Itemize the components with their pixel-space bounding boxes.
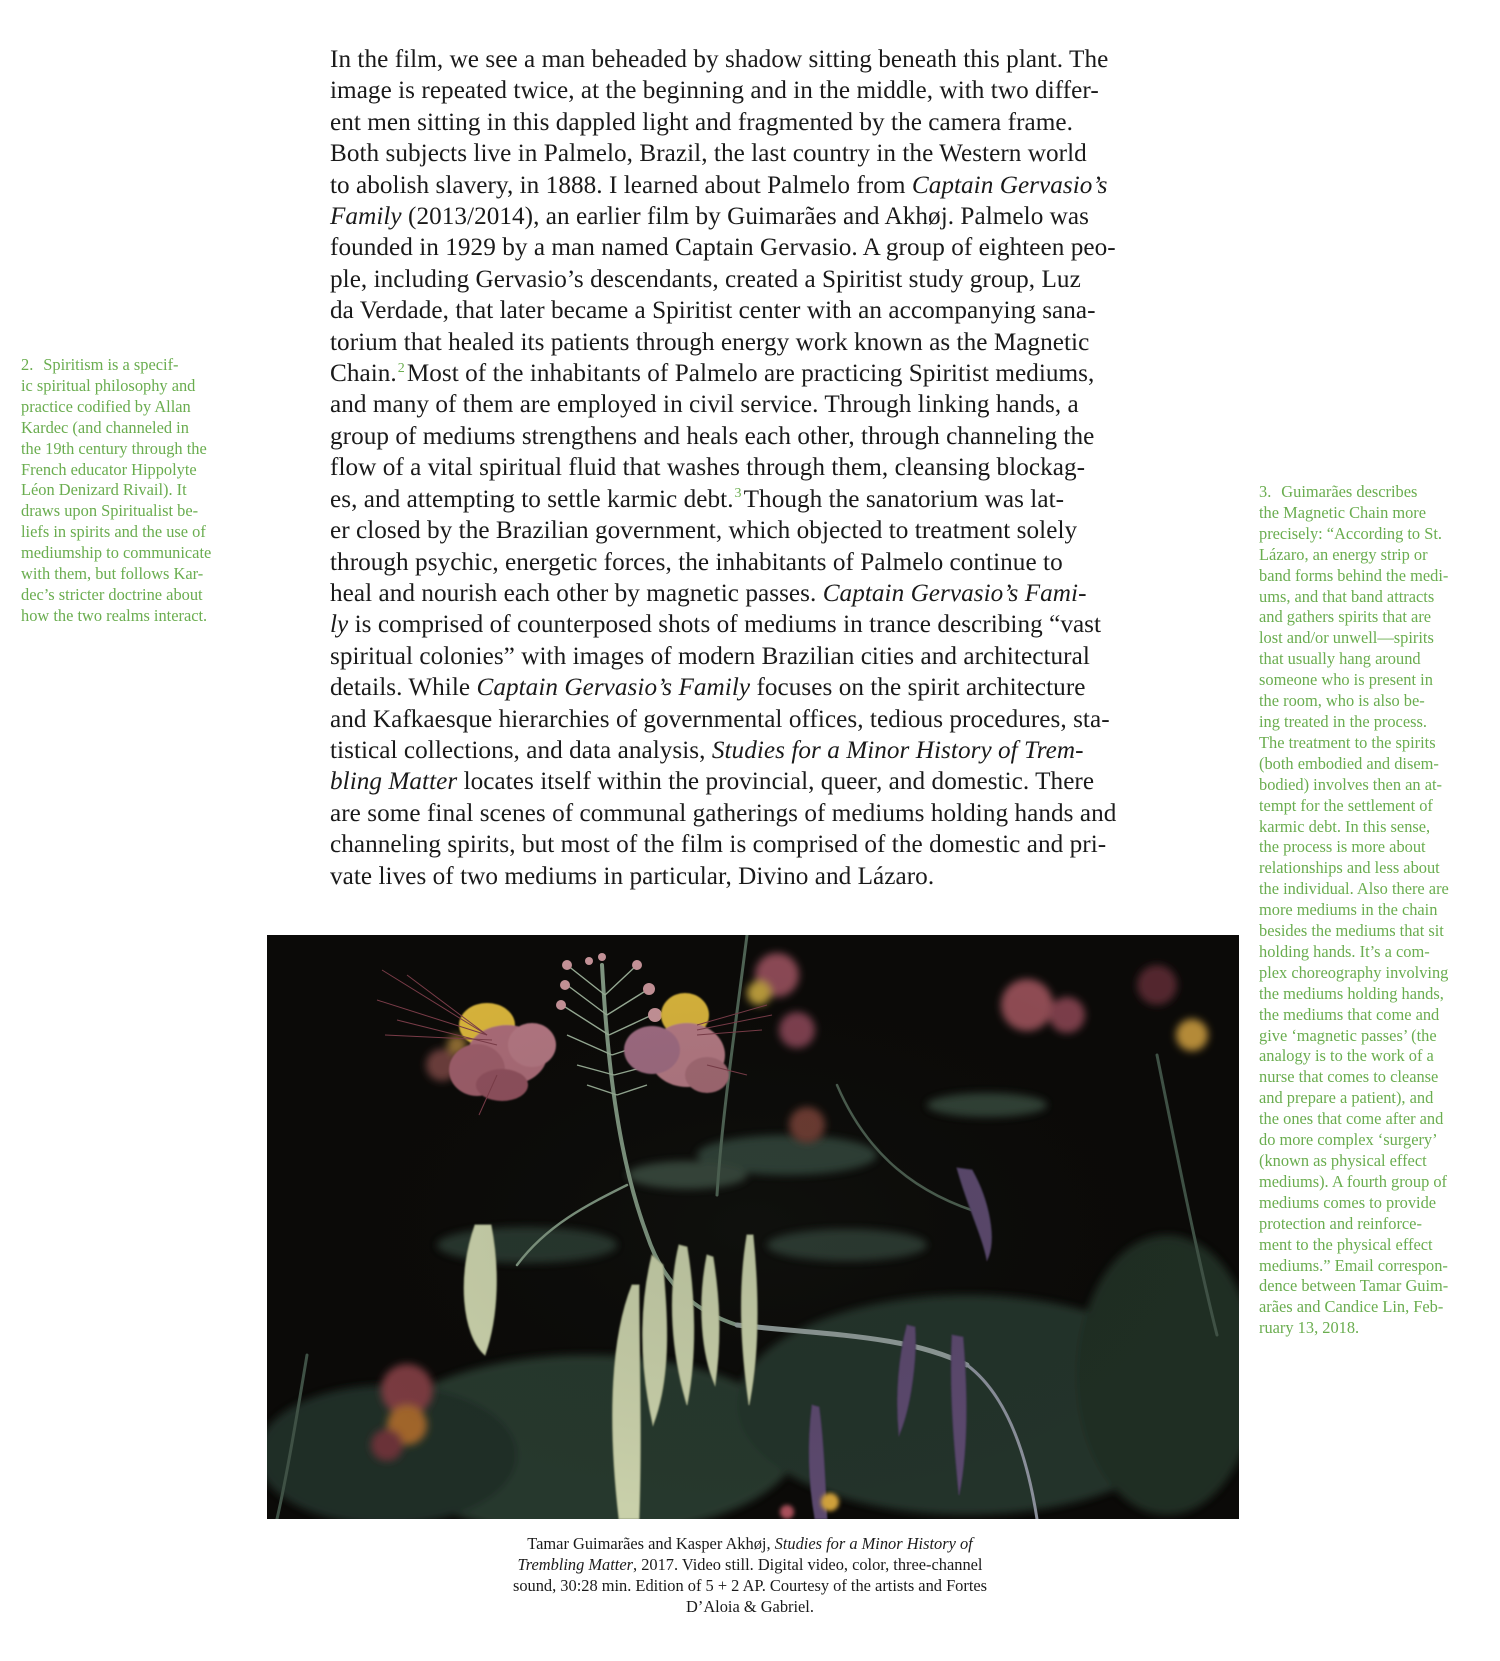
footnote-text: more mediums in the chain — [1259, 900, 1438, 920]
footnote-line — [1259, 1318, 1489, 1339]
caption-line — [420, 1596, 1080, 1617]
footnote-text: dec’s stricter doctrine about — [21, 584, 203, 604]
text-segment: and Kafkaesque hierarchies of governmental offices, tedious procedures, sta- — [330, 705, 1110, 733]
footnote-line — [1259, 1193, 1489, 1214]
text-segment: Tamar Guimarães and Kasper Akhøj, — [527, 1534, 775, 1553]
plant-photo — [267, 935, 1239, 1519]
body-line — [330, 264, 1192, 295]
text-segment: is comprised of counterposed shots of mediums in trance describing “vast — [348, 611, 1102, 639]
text-segment: founded in 1929 by a man named Captain Gervasio. A group of eighteen peo- — [330, 234, 1116, 262]
footnote-text: Kardec (and channeled in — [21, 417, 189, 437]
figure-caption — [420, 1533, 1080, 1617]
footnote-number: 3. — [1259, 482, 1272, 501]
text-segment: ent men sitting in this dappled light and fragmented by the camera frame. — [330, 108, 1073, 136]
footnote-line — [1259, 1088, 1489, 1109]
footnote-text: (both embodied and disem- — [1259, 753, 1439, 773]
footnote-line — [21, 397, 251, 418]
footnote-text: tempt for the settlement of — [1259, 795, 1433, 815]
footnote-line — [1259, 942, 1489, 963]
footnote-text: mediumship to communicate — [21, 543, 212, 563]
text-segment: tistical collections, and data analysis, — [330, 736, 712, 764]
footnote-line — [21, 355, 251, 376]
body-line — [330, 547, 1192, 578]
footnote-line — [1259, 1214, 1489, 1235]
footnote-text: and gathers spirits that are — [1259, 607, 1432, 627]
footnote-text: the room, who is also be- — [1259, 691, 1425, 711]
footnote-text: ruary 13, 2018. — [1259, 1318, 1360, 1338]
footnote-text: the 19th century through the — [21, 438, 207, 458]
body-line — [330, 232, 1192, 263]
italic-title: Captain Gervasio’s Fami- — [822, 579, 1087, 607]
footnote-text: ums, and that band attracts — [1259, 586, 1435, 606]
footnote-line — [21, 480, 251, 501]
footnote-line — [1259, 963, 1489, 984]
footnote-line — [1259, 775, 1489, 796]
body-line — [330, 829, 1192, 860]
footnote-line — [1259, 607, 1489, 628]
footnote-text: analogy is to the work of a — [1259, 1046, 1434, 1066]
footnote-line — [1259, 837, 1489, 858]
text-segment: ple, including Gervasio’s descendants, created a Spiritist study group, Luz — [330, 265, 1081, 293]
footnote-text: arães and Candice Lin, Feb- — [1259, 1297, 1444, 1317]
footnote-reference-2: 2 — [397, 360, 405, 376]
footnote-text: draws upon Spiritualist be- — [21, 501, 199, 521]
footnote-text: the Magnetic Chain more — [1259, 502, 1427, 522]
footnote-line — [1259, 649, 1489, 670]
footnote-text: protection and reinforce- — [1259, 1213, 1422, 1233]
text-segment: torium that healed its patients through energy work known as the Magnetic — [330, 328, 1090, 356]
footnote-text: the ones that come after and — [1259, 1109, 1444, 1129]
body-line — [330, 44, 1192, 75]
footnote-text: Lázaro, an energy strip or — [1259, 544, 1428, 564]
footnote-line — [1259, 1046, 1489, 1067]
footnote-text: band forms behind the medi- — [1259, 565, 1449, 585]
footnote-line — [1259, 733, 1489, 754]
body-line — [330, 201, 1192, 232]
body-text — [330, 44, 1192, 892]
footnote-text: mediums comes to provide — [1259, 1192, 1437, 1212]
footnote-text: the mediums holding hands, — [1259, 983, 1444, 1003]
footnote-line — [1259, 1005, 1489, 1026]
text-segment: focuses on the spirit architecture — [750, 674, 1086, 702]
text-segment: locates itself within the provincial, queer, and domestic. There — [457, 768, 1095, 796]
text-segment: Chain. — [330, 360, 397, 388]
italic-title: Captain Gervasio’s — [911, 171, 1108, 199]
footnote-line — [1259, 879, 1489, 900]
footnote-line — [1259, 754, 1489, 775]
body-line — [330, 515, 1192, 546]
body-line — [330, 138, 1192, 169]
body-line — [330, 358, 1192, 389]
footnote-number: 2. — [21, 355, 34, 374]
footnote-line — [1259, 482, 1489, 503]
footnote-line — [1259, 628, 1489, 649]
footnote-text: bodied) involves then an at- — [1259, 774, 1442, 794]
footnote-text: nurse that comes to cleanse — [1259, 1067, 1439, 1087]
footnote-text: the mediums that come and — [1259, 1004, 1440, 1024]
body-line — [330, 107, 1192, 138]
footnote-text: do more complex ‘surgery’ — [1259, 1130, 1438, 1150]
text-segment: flow of a vital spiritual fluid that washes through them, cleansing blockag- — [330, 454, 1086, 482]
footnote-line — [1259, 984, 1489, 1005]
footnote-text: with them, but follows Kar- — [21, 564, 204, 584]
italic-title: ly — [330, 611, 349, 639]
body-line — [330, 578, 1192, 609]
italic-title: Family — [330, 203, 402, 231]
caption-line — [420, 1575, 1080, 1596]
footnote-text: holding hands. It’s a com- — [1259, 941, 1430, 961]
footnote-line — [21, 418, 251, 439]
footnote-text: besides the mediums that sit — [1259, 921, 1444, 941]
footnote-line — [1259, 1172, 1489, 1193]
text-segment: sound, 30:28 min. Edition of 5 + 2 AP. Courtesy of the artists and Fortes — [512, 1576, 988, 1595]
footnote-text: The treatment to the spirits — [1259, 732, 1436, 752]
text-segment: to abolish slavery, in 1888. I learned about Palmelo from — [330, 171, 912, 199]
footnote-line — [1259, 1026, 1489, 1047]
footnote-reference-3: 3 — [734, 486, 742, 502]
footnote-line — [1259, 670, 1489, 691]
footnote-text: (known as physical effect — [1259, 1151, 1427, 1170]
footnote-line — [1259, 1256, 1489, 1277]
body-line — [330, 735, 1192, 766]
footnote-line — [21, 543, 251, 564]
footnote-text: give ‘magnetic passes’ (the — [1259, 1025, 1437, 1045]
footnote-text: lost and/or unwell—spirits — [1259, 628, 1434, 648]
footnote-line — [1259, 817, 1489, 838]
footnote-line — [1259, 587, 1489, 608]
footnote-line — [21, 376, 251, 397]
text-segment: spiritual colonies” with images of modern Brazilian cities and architectural — [330, 642, 1090, 670]
text-segment: Most of the inhabitants of Palmelo are practicing Spiritist mediums, — [406, 360, 1095, 388]
text-segment: D’Aloia & Gabriel. — [686, 1597, 814, 1616]
footnote-line — [1259, 921, 1489, 942]
footnote-line — [1259, 566, 1489, 587]
footnote-line — [1259, 545, 1489, 566]
italic-title: Studies for a Minor History of Trem- — [711, 736, 1084, 764]
footnote-line — [1259, 796, 1489, 817]
text-segment: er closed by the Brazilian government, which objected to treatment solely — [330, 517, 1078, 545]
footnote-line — [1259, 1109, 1489, 1130]
body-line — [330, 766, 1192, 797]
text-segment: (2013/2014), an earlier film by Guimarães and Akhøj. Palmelo was — [401, 203, 1090, 231]
body-line — [330, 452, 1192, 483]
footnote-text: Spiritism is a specif- — [43, 355, 179, 374]
text-segment: channeling spirits, but most of the film is comprised of the domestic and pri- — [330, 831, 1107, 859]
footnote-text: dence between Tamar Guim- — [1259, 1276, 1449, 1296]
footnote-line — [21, 606, 251, 627]
text-segment: Though the sanatorium was lat- — [743, 485, 1065, 513]
text-segment: In the film, we see a man beheaded by shadow sitting beneath this plant. The — [330, 46, 1109, 73]
body-line — [330, 672, 1192, 703]
body-line — [330, 641, 1192, 672]
footnote-line — [21, 522, 251, 543]
body-line — [330, 389, 1192, 420]
body-line — [330, 327, 1192, 358]
footnote-text: liefs in spirits and the use of — [21, 522, 206, 542]
footnote-text: practice codified by Allan — [21, 396, 191, 416]
italic-title: Captain Gervasio’s Family — [476, 674, 751, 702]
text-segment: da Verdade, that later became a Spiritist center with an accompanying sana- — [330, 297, 1096, 325]
footnote-line — [1259, 1151, 1489, 1172]
footnote-text: mediums). A fourth group of — [1259, 1171, 1448, 1191]
footnote-line — [21, 439, 251, 460]
body-line — [330, 861, 1192, 892]
footnote-text: Guimarães describes — [1281, 482, 1418, 501]
footnote-text: ing treated in the process. — [1259, 711, 1427, 731]
footnote-text: the process is more about — [1259, 837, 1426, 857]
footnote-line — [1259, 1297, 1489, 1318]
footnote-text: ic spiritual philosophy and — [21, 375, 196, 395]
text-segment: Both subjects live in Palmelo, Brazil, the last country in the Western world — [330, 140, 1087, 168]
footnote-line — [1259, 900, 1489, 921]
footnote-line — [1259, 1130, 1489, 1151]
italic-title: Trembling Matter — [517, 1555, 634, 1574]
italic-title: bling Matter — [330, 768, 458, 796]
footnote-line — [1259, 503, 1489, 524]
footnote-text: ment to the physical effect — [1259, 1234, 1433, 1254]
footnote-line — [21, 460, 251, 481]
text-segment: image is repeated twice, at the beginning and in the middle, with two differ- — [330, 77, 1099, 105]
footnote-line — [1259, 1067, 1489, 1088]
footnote-text: French educator Hippolyte — [21, 459, 197, 479]
footnote-line — [1259, 1276, 1489, 1297]
text-segment: group of mediums strengthens and heals each other, through channeling the — [330, 422, 1095, 450]
footnote-line — [1259, 858, 1489, 879]
body-line — [330, 295, 1192, 326]
footnote-3 — [1259, 482, 1489, 1339]
italic-title: Studies for a Minor History of — [774, 1534, 973, 1553]
footnote-text: how the two realms interact. — [21, 605, 208, 625]
footnote-text: precisely: “According to St. — [1259, 523, 1442, 543]
body-line — [330, 484, 1192, 515]
footnote-text: someone who is present in — [1259, 670, 1433, 690]
figure-video-still — [267, 935, 1239, 1519]
footnote-line — [1259, 691, 1489, 712]
text-segment: and many of them are employed in civil service. Through linking hands, a — [330, 391, 1079, 419]
footnote-text: karmic debt. In this sense, — [1259, 816, 1431, 836]
body-line — [330, 421, 1192, 452]
footnote-line — [1259, 712, 1489, 733]
footnote-line — [1259, 1235, 1489, 1256]
footnote-text: plex choreography involving — [1259, 962, 1449, 982]
body-line — [330, 798, 1192, 829]
text-segment: heal and nourish each other by magnetic passes. — [330, 579, 823, 607]
text-segment: details. While — [330, 674, 477, 702]
text-segment: vate lives of two mediums in particular, Divino and Lázaro. — [330, 862, 935, 890]
body-line — [330, 170, 1192, 201]
body-line — [330, 704, 1192, 735]
footnote-line — [1259, 524, 1489, 545]
footnote-line — [21, 585, 251, 606]
footnote-text: mediums.” Email correspon- — [1259, 1255, 1448, 1275]
text-segment: through psychic, energetic forces, the inhabitants of Palmelo continue to — [330, 548, 1063, 576]
footnote-text: that usually hang around — [1259, 649, 1421, 669]
body-line — [330, 609, 1192, 640]
text-segment: are some final scenes of communal gatherings of mediums holding hands and — [330, 799, 1117, 827]
footnote-text: and prepare a patient), and — [1259, 1088, 1434, 1108]
footnote-text: the individual. Also there are — [1259, 879, 1449, 899]
footnote-line — [21, 564, 251, 585]
caption-line — [420, 1533, 1080, 1554]
text-segment: , 2017. Video still. Digital video, color, three-channel — [633, 1555, 983, 1574]
footnote-text: relationships and less about — [1259, 858, 1440, 878]
text-segment: es, and attempting to settle karmic debt. — [330, 485, 734, 513]
body-line — [330, 75, 1192, 106]
footnote-text: Léon Denizard Rivail). It — [21, 480, 187, 500]
footnote-2 — [21, 355, 251, 627]
footnote-line — [21, 501, 251, 522]
caption-line — [420, 1554, 1080, 1575]
